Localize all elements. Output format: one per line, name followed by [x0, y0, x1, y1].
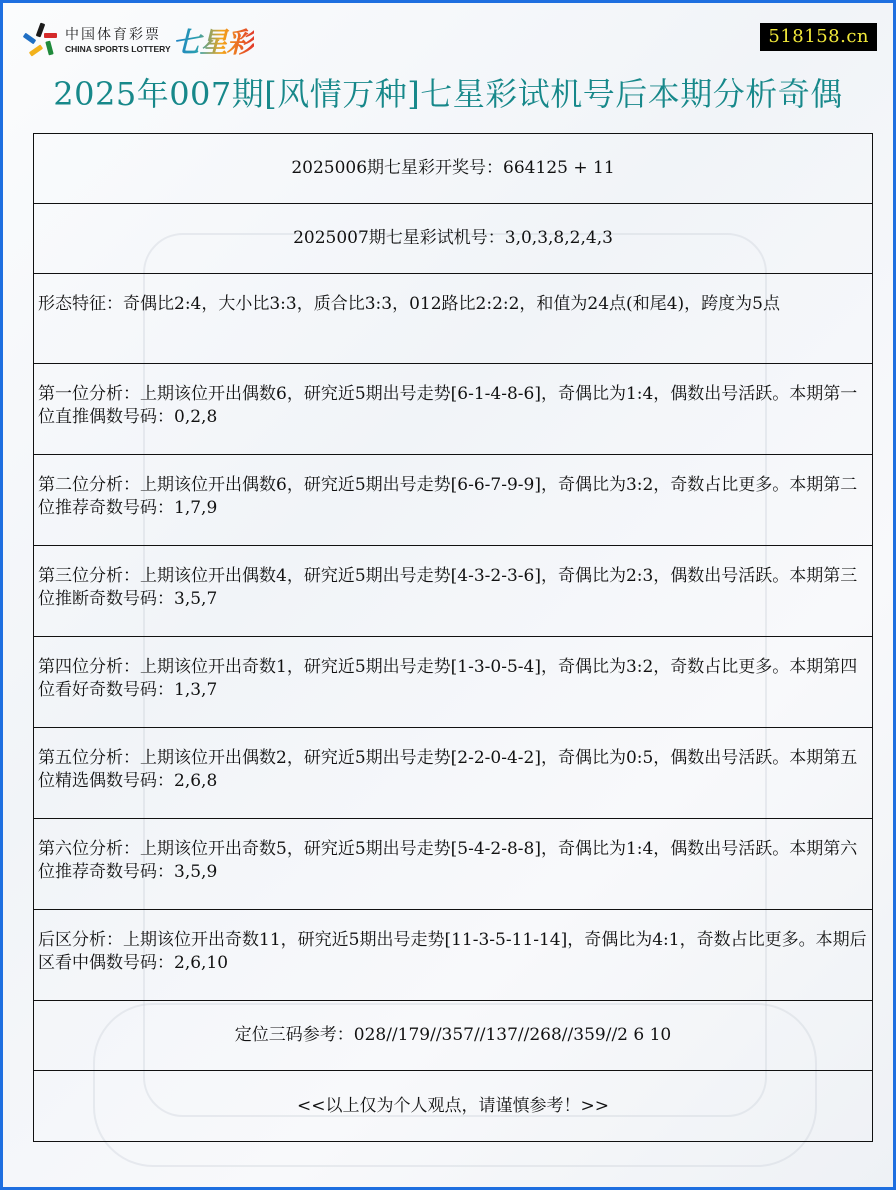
game-name-logo: 七星彩 [173, 21, 254, 61]
china-sports-lottery-logo [21, 21, 254, 61]
lottery-star-icon [21, 21, 61, 61]
disclaimer-row: <<以上仅为个人观点，请谨慎参考！>> [297, 1095, 609, 1116]
pattern-features-row: 形态特征：奇偶比2:4，大小比3:3，质合比3:3，012路比2:2:2，和值为24点(和尾4)，跨度为5点 [34, 274, 872, 364]
position-4-analysis-row: 第四位分析：上期该位开出奇数1，研究近5期出号走势[1-3-0-5-4]，奇偶比为3:2，奇数占比更多。本期第四位看好奇数号码：1,3,7 [34, 637, 872, 728]
draw-result-row: 2025006期七星彩开奖号：664125 + 11 [34, 134, 872, 204]
position-6-analysis-row: 第六位分析：上期该位开出奇数5，研究近5期出号走势[5-4-2-8-8]，奇偶比为1:4，偶数出号活跃。本期第六位推荐奇数号码：3,5,9 [34, 819, 872, 910]
position-2-analysis-row: 第二位分析：上期该位开出偶数6，研究近5期出号走势[6-6-7-9-9]，奇偶比为3:2，奇数占比更多。本期第二位推荐奇数号码：1,7,9 [34, 455, 872, 546]
logo-en-name: CHINA SPORTS LOTTERY [65, 44, 171, 55]
site-badge[interactable]: 518158.cn [760, 23, 877, 51]
header [3, 3, 893, 63]
position-1-analysis-row: 第一位分析：上期该位开出偶数6，研究近5期出号走势[6-1-4-8-6]，奇偶比为1:4，偶数出号活跃。本期第一位直推偶数号码：0,2,8 [34, 364, 872, 455]
analysis-table [33, 133, 873, 1142]
position-3-analysis-row: 第三位分析：上期该位开出偶数4，研究近5期出号走势[4-3-2-3-6]，奇偶比为2:3，偶数出号活跃。本期第三位推断奇数号码：3,5,7 [34, 546, 872, 637]
logo-text [65, 28, 171, 54]
back-zone-analysis-row: 后区分析：上期该位开出奇数11，研究近5期出号走势[11-3-5-11-14]，奇偶比为4:1，奇数占比更多。本期后区看中偶数号码：2,6,10 [34, 910, 872, 1001]
test-number-row: 2025007期七星彩试机号：3,0,3,8,2,4,3 [34, 204, 872, 274]
logo-cn-name: 中国体育彩票 [65, 27, 161, 44]
page-title: 2025年007期[风情万种]七星彩试机号后本期分析奇偶 [53, 75, 843, 113]
three-code-reference-row: 定位三码参考：028//179//357//137//268//359//2 6 10 [34, 1001, 872, 1071]
position-5-analysis-row: 第五位分析：上期该位开出偶数2，研究近5期出号走势[2-2-0-4-2]，奇偶比为0:5，偶数出号活跃。本期第五位精选偶数号码：2,6,8 [34, 728, 872, 819]
